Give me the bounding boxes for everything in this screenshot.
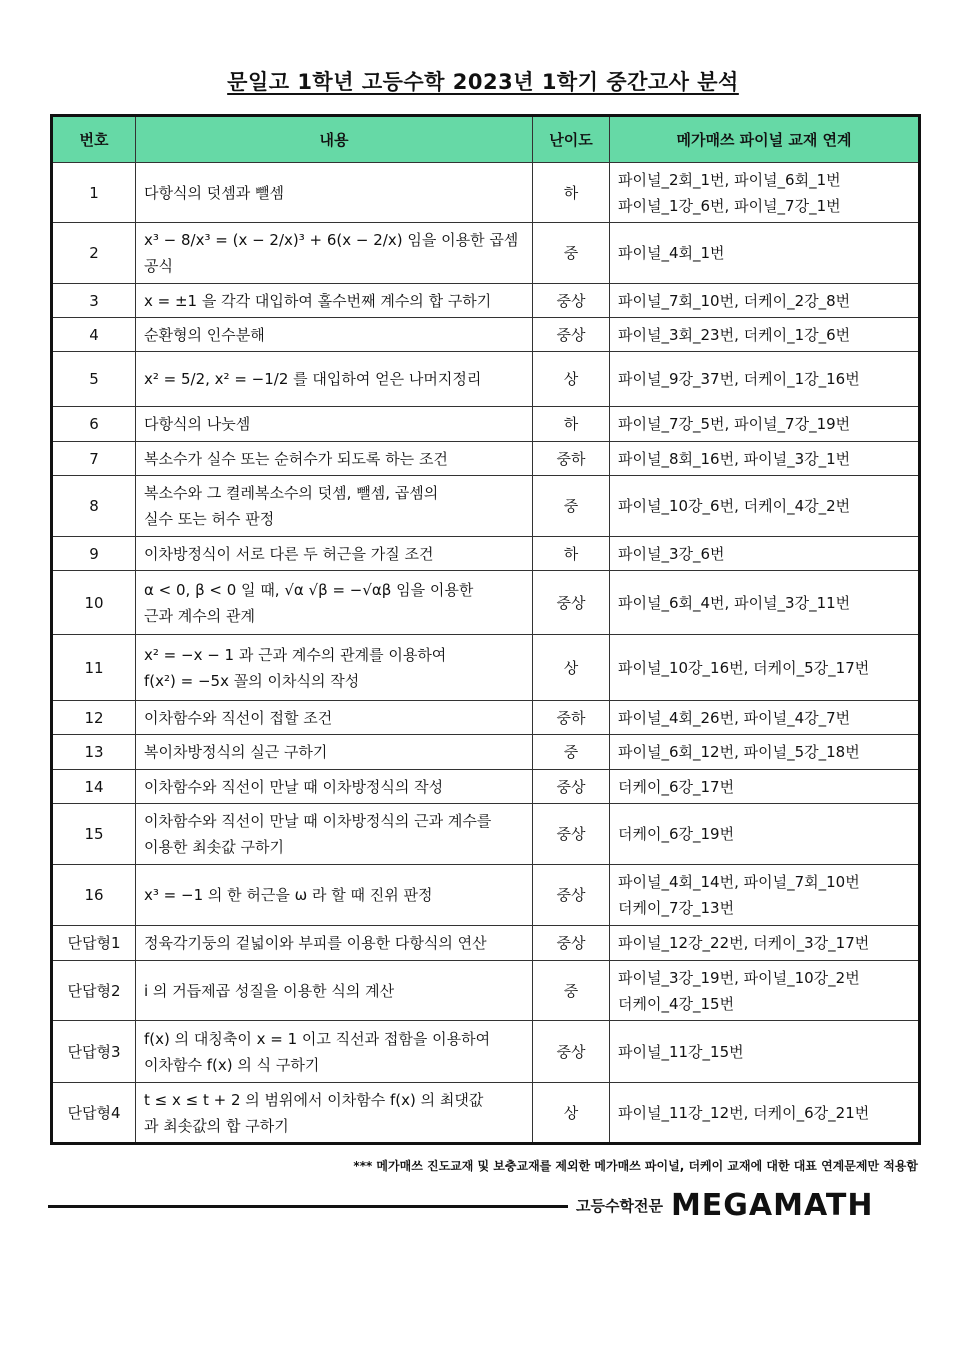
table-row <box>52 926 920 961</box>
header-content: 내용 <box>136 116 533 163</box>
row-content-line: 복이차방정식의 실근 구하기 <box>144 743 328 761</box>
row-content-line: x² = 5/2, x² = −1/2 를 대입하여 얻은 나머지정리 <box>144 370 482 388</box>
page-title-wrap <box>0 66 966 96</box>
row-content <box>136 804 533 865</box>
row-difficulty-text: 중상 <box>556 777 586 796</box>
row-link-line: 파이널_3강_19번, 파이널_10강_2번 <box>618 968 860 987</box>
table-row <box>52 407 920 442</box>
row-link-line: 파이널_11강_15번 <box>618 1042 744 1061</box>
row-difficulty-text: 중상 <box>556 825 586 843</box>
row-content <box>136 701 533 735</box>
row-difficulty <box>533 442 610 476</box>
row-content-line: 다항식의 나눗셈 <box>144 415 251 433</box>
row-link-line: 파이널_4회_26번, 파이널_4강_7번 <box>618 708 851 727</box>
row-difficulty-text: 중상 <box>556 934 586 952</box>
row-content <box>136 865 533 926</box>
row-number <box>52 701 136 735</box>
row-content <box>136 961 533 1021</box>
row-difficulty-text: 중상 <box>556 291 586 310</box>
row-content-line: x³ = −1 의 한 허근을 ω 라 할 때 진위 판정 <box>144 886 433 904</box>
row-content-line: i 의 거듭제곱 성질을 이용한 식의 계산 <box>144 981 395 1000</box>
row-textbook-links <box>610 318 920 352</box>
row-content-line: x = ±1 을 각각 대입하여 홀수번째 계수의 합 구하기 <box>144 291 492 310</box>
table-row <box>52 352 920 407</box>
row-textbook-links <box>610 1083 920 1144</box>
row-difficulty <box>533 352 610 407</box>
table-row <box>52 961 920 1021</box>
row-number-text: 16 <box>84 886 104 904</box>
row-number-text: 1 <box>89 183 99 202</box>
row-content <box>136 163 533 223</box>
table-row <box>52 735 920 770</box>
row-difficulty <box>533 701 610 735</box>
row-content <box>136 407 533 442</box>
row-number <box>52 926 136 961</box>
row-difficulty <box>533 735 610 770</box>
row-textbook-links <box>610 223 920 284</box>
table-row <box>52 635 920 701</box>
row-difficulty-text: 하 <box>563 183 579 202</box>
table-row <box>52 537 920 571</box>
row-number-text: 6 <box>89 415 99 433</box>
row-difficulty <box>533 1021 610 1083</box>
row-link-line: 파이널_4회_14번, 파이널_7회_10번 <box>618 873 860 891</box>
row-textbook-links <box>610 1021 920 1083</box>
row-content-line: α < 0, β < 0 일 때, √α √β = −√αβ 임을 이용한 <box>144 580 474 599</box>
row-number <box>52 352 136 407</box>
row-difficulty-text: 상 <box>563 658 579 677</box>
row-link-line: 파이널_10강_16번, 더케이_5강_17번 <box>618 658 870 677</box>
row-content <box>136 318 533 352</box>
row-number-text: 15 <box>84 825 104 843</box>
row-link-line: 파이널_10강_6번, 더케이_4강_2번 <box>618 497 851 515</box>
row-number-text: 7 <box>89 449 99 468</box>
row-textbook-links <box>610 961 920 1021</box>
row-content-line: 이차방정식이 서로 다른 두 허근을 가질 조건 <box>144 544 434 563</box>
row-difficulty <box>533 961 610 1021</box>
row-content-line: f(x²) = −5x 꼴의 이차식의 작성 <box>144 671 360 690</box>
row-link-line: 파이널_8회_16번, 파이널_3강_1번 <box>618 449 851 468</box>
row-link-line: 파이널_4회_1번 <box>618 244 725 262</box>
row-link-line: 파이널_6회_4번, 파이널_3강_11번 <box>618 593 851 612</box>
row-difficulty <box>533 163 610 223</box>
brand-subtitle: 고등수학전문 <box>576 1197 663 1215</box>
row-number <box>52 407 136 442</box>
row-textbook-links <box>610 770 920 804</box>
row-link-line: 파이널_7회_10번, 더케이_2강_8번 <box>618 291 851 310</box>
row-content-line: 다항식의 덧셈과 뺄셈 <box>144 183 284 202</box>
row-content <box>136 926 533 961</box>
row-content-line: 복소수와 그 켤레복소수의 덧셈, 뺄셈, 곱셈의 <box>144 484 439 502</box>
row-link-line: 파이널_12강_22번, 더케이_3강_17번 <box>618 934 870 952</box>
row-link-line: 더케이_6강_19번 <box>618 825 735 843</box>
row-number <box>52 318 136 352</box>
row-number-text: 10 <box>84 593 104 612</box>
table-row <box>52 442 920 476</box>
row-link-line: 더케이_4강_15번 <box>618 994 735 1013</box>
row-number <box>52 476 136 537</box>
row-link-line: 파이널_11강_12번, 더케이_6강_21번 <box>618 1103 870 1122</box>
row-content <box>136 1021 533 1083</box>
table-row <box>52 571 920 635</box>
row-link-line: 더케이_7강_13번 <box>618 899 735 917</box>
row-link-line: 파이널_2회_1번, 파이널_6회_1번 <box>618 170 841 189</box>
row-content <box>136 223 533 284</box>
row-number <box>52 223 136 284</box>
row-content <box>136 284 533 318</box>
row-difficulty-text: 중하 <box>556 708 586 727</box>
row-content-line: 이차함수와 직선이 접할 조건 <box>144 708 333 727</box>
row-difficulty <box>533 571 610 635</box>
table-body <box>52 163 920 1144</box>
row-number <box>52 865 136 926</box>
row-number <box>52 537 136 571</box>
row-number <box>52 735 136 770</box>
table-row <box>52 865 920 926</box>
row-difficulty <box>533 1083 610 1144</box>
row-textbook-links <box>610 537 920 571</box>
row-link-line: 파이널_7강_5번, 파이널_7강_19번 <box>618 415 851 433</box>
header-number: 번호 <box>52 116 136 163</box>
row-difficulty-text: 중상 <box>556 886 586 904</box>
row-content <box>136 770 533 804</box>
row-textbook-links <box>610 571 920 635</box>
table-row <box>52 163 920 223</box>
row-number <box>52 770 136 804</box>
row-link-line: 더케이_6강_17번 <box>618 777 735 796</box>
row-difficulty-text: 상 <box>563 1103 579 1122</box>
row-content-line: 순환형의 인수분해 <box>144 325 265 344</box>
row-difficulty-text: 중상 <box>556 1042 586 1061</box>
table-row <box>52 223 920 284</box>
row-textbook-links <box>610 804 920 865</box>
footnote: *** 메가매쓰 진도교재 및 보충교재를 제외한 메가매쓰 파이널, 더케이 교재에 대한 대표 연계문제만 적용함 <box>353 1159 918 1173</box>
row-textbook-links <box>610 407 920 442</box>
row-content <box>136 571 533 635</box>
row-textbook-links <box>610 442 920 476</box>
table-row <box>52 1021 920 1083</box>
row-content-line: t ≤ x ≤ t + 2 의 범위에서 이차함수 f(x) 의 최댓값 <box>144 1090 484 1109</box>
row-content <box>136 635 533 701</box>
row-link-line: 파이널_1강_6번, 파이널_7강_1번 <box>618 196 841 215</box>
row-difficulty <box>533 223 610 284</box>
row-number <box>52 284 136 318</box>
row-number <box>52 1083 136 1144</box>
table-row <box>52 318 920 352</box>
row-textbook-links <box>610 735 920 770</box>
row-difficulty-text: 중하 <box>556 449 586 468</box>
table-row <box>52 701 920 735</box>
row-difficulty-text: 하 <box>563 544 579 563</box>
row-content-line: 과 최솟값의 합 구하기 <box>144 1116 289 1135</box>
row-textbook-links <box>610 701 920 735</box>
row-number-text: 단답형3 <box>67 1042 121 1061</box>
row-textbook-links <box>610 476 920 537</box>
row-number-text: 단답형1 <box>67 934 121 952</box>
row-textbook-links <box>610 352 920 407</box>
row-content-line: 이차함수와 직선이 만날 때 이차방정식의 근과 계수를 <box>144 812 492 830</box>
page-title: 문일고 1학년 고등수학 2023년 1학기 중간고사 분석 <box>227 70 739 94</box>
analysis-table <box>50 114 921 1145</box>
row-difficulty <box>533 804 610 865</box>
row-content <box>136 476 533 537</box>
row-number-text: 9 <box>89 544 99 563</box>
row-number-text: 13 <box>84 743 104 761</box>
row-number-text: 4 <box>89 325 99 344</box>
row-number <box>52 163 136 223</box>
row-number-text: 8 <box>89 497 99 515</box>
row-link-line: 파이널_3강_6번 <box>618 544 725 563</box>
row-number-text: 14 <box>84 777 104 796</box>
table-row <box>52 1083 920 1144</box>
row-number <box>52 442 136 476</box>
row-number <box>52 1021 136 1083</box>
row-link-line: 파이널_3회_23번, 더케이_1강_6번 <box>618 325 851 344</box>
row-number <box>52 961 136 1021</box>
header-difficulty: 난이도 <box>533 116 610 163</box>
table-row <box>52 476 920 537</box>
row-difficulty-text: 중 <box>563 244 579 262</box>
row-difficulty-text: 하 <box>563 415 579 433</box>
row-difficulty <box>533 284 610 318</box>
row-difficulty <box>533 537 610 571</box>
row-difficulty-text: 상 <box>563 370 579 388</box>
row-content-line: 근과 계수의 관계 <box>144 606 255 625</box>
row-content-line: 이용한 최솟값 구하기 <box>144 838 284 856</box>
row-content <box>136 442 533 476</box>
row-difficulty-text: 중 <box>563 497 579 515</box>
row-content <box>136 1083 533 1144</box>
row-number <box>52 635 136 701</box>
row-number-text: 12 <box>84 708 104 727</box>
row-number <box>52 804 136 865</box>
row-content-line: 이차함수 f(x) 의 식 구하기 <box>144 1055 320 1074</box>
row-difficulty-text: 중상 <box>556 593 586 612</box>
row-difficulty <box>533 926 610 961</box>
row-textbook-links <box>610 284 920 318</box>
row-difficulty <box>533 635 610 701</box>
row-content-line: x² = −x − 1 과 근과 계수의 관계를 이용하여 <box>144 645 447 664</box>
row-difficulty <box>533 770 610 804</box>
row-difficulty <box>533 407 610 442</box>
row-difficulty-text: 중 <box>563 981 579 1000</box>
row-content-line: f(x) 의 대칭축이 x = 1 이고 직선과 접함을 이용하여 <box>144 1029 491 1048</box>
brand-logo <box>671 1188 874 1223</box>
row-difficulty-text: 중상 <box>556 325 586 344</box>
header-textbook-link: 메가매쓰 파이널 교재 연계 <box>610 116 920 163</box>
table-row <box>52 284 920 318</box>
row-content <box>136 352 533 407</box>
row-content-line: 실수 또는 허수 판정 <box>144 510 275 528</box>
brand-logo-text: MEGAMATH <box>670 1188 874 1223</box>
row-number-text: 3 <box>89 291 99 310</box>
row-textbook-links <box>610 865 920 926</box>
table-header-row <box>52 116 920 163</box>
row-content <box>136 537 533 571</box>
row-difficulty <box>533 865 610 926</box>
row-number-text: 단답형2 <box>67 981 121 1000</box>
row-textbook-links <box>610 163 920 223</box>
row-link-line: 파이널_9강_37번, 더케이_1강_16번 <box>618 370 860 388</box>
footer-rule <box>48 1205 568 1208</box>
row-number-text: 5 <box>89 370 99 388</box>
row-link-line: 파이널_6회_12번, 파이널_5강_18번 <box>618 743 860 761</box>
table-row <box>52 770 920 804</box>
table-row <box>52 804 920 865</box>
row-content-line: 정육각기둥의 겉넓이와 부피를 이용한 다항식의 연산 <box>144 934 487 952</box>
row-number-text: 11 <box>84 658 104 677</box>
row-number-text: 2 <box>89 244 99 262</box>
row-difficulty <box>533 318 610 352</box>
row-textbook-links <box>610 926 920 961</box>
row-content <box>136 735 533 770</box>
row-number-text: 단답형4 <box>67 1103 121 1122</box>
row-content-line: 복소수가 실수 또는 순허수가 되도록 하는 조건 <box>144 449 448 468</box>
row-number <box>52 571 136 635</box>
brand <box>576 1188 918 1223</box>
row-difficulty-text: 중 <box>563 743 579 761</box>
row-difficulty <box>533 476 610 537</box>
row-content-line: 이차함수와 직선이 만날 때 이차방정식의 작성 <box>144 777 444 796</box>
row-content-line: x³ − 8/x³ = (x − 2/x)³ + 6(x − 2/x) 임을 이용한 곱셈공식 <box>144 231 519 275</box>
row-textbook-links <box>610 635 920 701</box>
